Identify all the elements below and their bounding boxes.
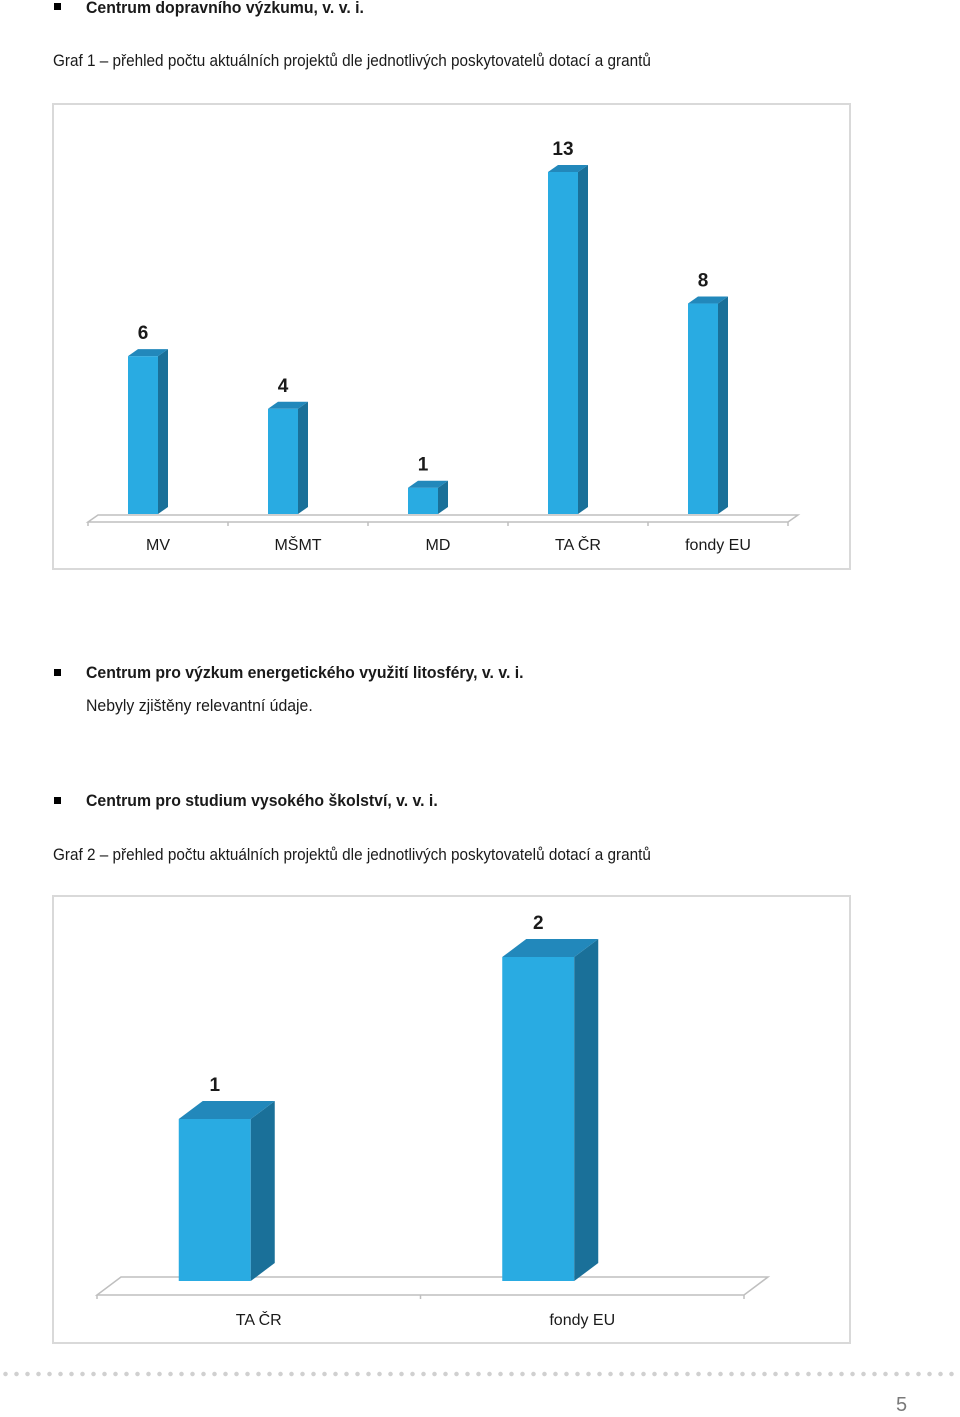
chart1-frame: [52, 103, 851, 570]
bar: [548, 172, 578, 514]
chart2-caption: Graf 2 – přehled počtu aktuálních projektů dle jednotlivých poskytovatelů dotací a grantů: [53, 845, 651, 864]
tick-label: TA ČR: [555, 537, 601, 554]
bar-group: [688, 297, 728, 514]
data-label: 6: [137, 323, 149, 345]
section-heading-skolstvi: Centrum pro studium vysokého školství, v. v. i.: [86, 791, 438, 810]
tick-label: MŠMT: [274, 537, 322, 554]
bar-side: [251, 1101, 275, 1281]
chart1-caption: Graf 1 – přehled počtu aktuálních projektů dle jednotlivých poskytovatelů dotací a grantů: [53, 51, 651, 70]
section-heading-cdv: Centrum dopravního výzkumu, v. v. i.: [86, 0, 364, 17]
bar: [688, 304, 718, 514]
data-label: 4: [277, 375, 289, 397]
section-heading-litosfery: Centrum pro výzkum energetického využití litosféry, v. v. i.: [86, 663, 524, 682]
bar-group: [548, 165, 588, 514]
tick-label: TA ČR: [235, 1312, 282, 1329]
bar-group: [128, 349, 168, 514]
bar-group: [408, 481, 448, 514]
tick-label: MV: [146, 537, 170, 554]
bullet-icon: [54, 3, 61, 10]
bar-group: [502, 939, 598, 1281]
chart-floor: [88, 515, 798, 522]
bar-group: [268, 402, 308, 514]
tick-label: fondy EU: [685, 537, 751, 554]
chart1-svg: [54, 105, 853, 572]
tick-label: MD: [425, 537, 451, 554]
chart2-svg: [54, 897, 853, 1346]
bullet-icon: [54, 797, 61, 804]
data-label: 1: [209, 1075, 221, 1096]
bar: [502, 957, 574, 1281]
bar-side: [574, 939, 598, 1281]
chart2-frame: [52, 895, 851, 1344]
footer-dotted-divider: [0, 1370, 960, 1378]
bar: [179, 1119, 251, 1281]
bar-side: [158, 349, 168, 514]
bar: [408, 488, 438, 514]
bullet-icon: [54, 669, 61, 676]
bar-group: [179, 1101, 275, 1281]
no-data-text: Nebyly zjištěny relevantní údaje.: [86, 696, 313, 715]
tick-label: fondy EU: [549, 1312, 616, 1329]
bar: [128, 356, 158, 514]
data-label: 1: [417, 454, 429, 476]
bar-side: [578, 165, 588, 514]
data-label: 13: [552, 139, 574, 160]
bar-side: [298, 402, 308, 514]
data-label: 2: [532, 913, 544, 934]
page-number: 5: [896, 1394, 908, 1416]
bar-side: [718, 297, 728, 514]
data-label: 8: [697, 270, 709, 292]
bar: [268, 409, 298, 514]
